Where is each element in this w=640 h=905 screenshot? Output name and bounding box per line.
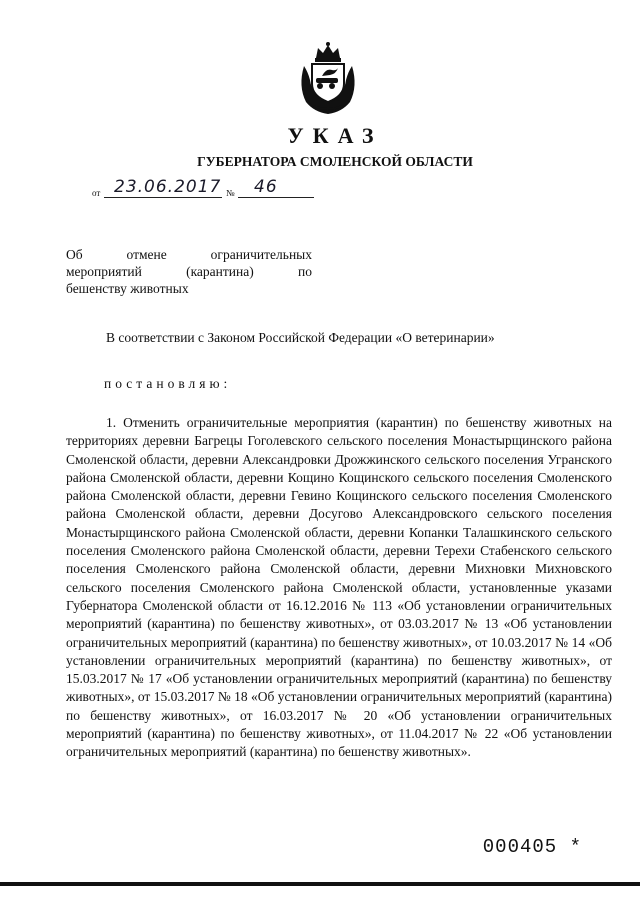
document-title: УКАЗ: [287, 123, 383, 148]
from-label: от: [92, 188, 101, 198]
subject-line-2: мероприятий (карантина) по: [66, 264, 312, 279]
body-paragraph: 1. Отменить ограничительные мероприятия (карантин) по бешенству животных на территориях деревни Багрецы Гоголевского сельского поселения Монастырщинского района Смоленской области, деревни Александровки Дрожжинского сельского поселения Угранского района Смоленской области, деревни Кощино Кощинского сельского поселения Смоленского района Смоленской области, деревни Гевино Кощинского сельского поселения Смоленского района Смоленской области, деревни Досугово Александровского сельского поселения Монастырщинского района Смоленской области, деревни Копанки Талашкинского сельского поселения Смоленского района Смоленской области, деревни Терехи Стабенского сельского поселения Смоленского района Смоленской области, деревни Михновки Михновского сельского поселения Смоленского района Смоленской области, установленные указами Губернатора Смоленской области от 16.12.2016 № 113 «Об установлении ограничительных мероприятий (карантина) по бешенству животных», от 03.03.2017 № 13 «Об установлении ограничительных мероприятий (карантина) по бешенству животных», от 10.03.2017 № 14 «Об установлении ограничительных мероприятий (карантина) по бешенству животных», от 15.03.2017 № 17 «Об установлении ограничительных мероприятий (карантина) по бешенству животных», от 15.03.2017 № 18 «Об установлении ограничительных мероприятий (карантина) по бешенству животных», от 16.03.2017 № 20 «Об установлении ограничительных мероприятий (карантина) по бешенству животных», от 11.04.2017 № 22 «Об установлении ограничительных мероприятий (карантина) по бешенству животных».: [66, 415, 612, 760]
subject-line-3: бешенству животных: [66, 281, 189, 296]
decree-word: постановляю:: [104, 376, 232, 391]
legal-basis: В соответствии с Законом Российской Федерации «О ветеринарии»: [106, 330, 495, 345]
serial-number: 000405 *: [482, 836, 582, 858]
subject-line-1: Об отмене ограничительных: [66, 247, 312, 262]
document-subject: [66, 246, 312, 297]
bottom-border: [0, 882, 640, 886]
handwritten-number: 46: [254, 177, 278, 197]
coat-of-arms-icon: [292, 40, 364, 116]
date-number-line: [92, 176, 332, 200]
document-subtitle: ГУБЕРНАТОРА СМОЛЕНСКОЙ ОБЛАСТИ: [197, 154, 473, 169]
handwritten-date: 23.06.2017: [114, 177, 222, 197]
number-label: №: [226, 188, 235, 198]
